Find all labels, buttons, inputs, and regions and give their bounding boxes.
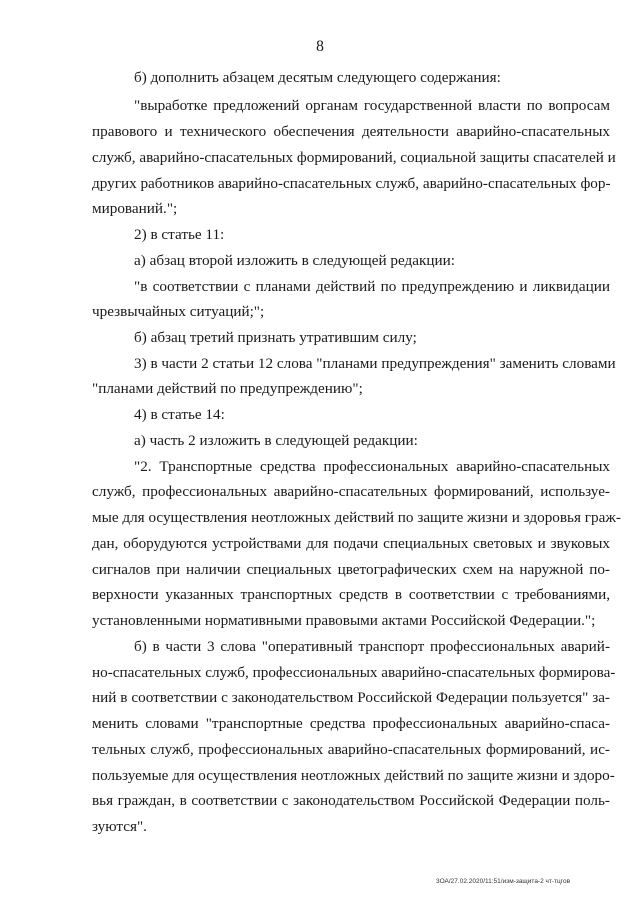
paragraph-line: но-спасательных служб, профессиональных аварийно-спасательных формирова- [92,664,616,681]
footer-stamp: 3ОА/27.02.2020/11:51/изм-защита-2 чт-тцгов [436,878,571,885]
paragraph-line: мые для осуществления неотложных действий по защите жизни и здоровья граж- [92,509,621,526]
paragraph-line: установленными нормативными правовыми актами Российской Федерации."; [92,612,596,629]
paragraph-line: верхности указанных транспортных средств в соответствии с требованиями, [92,586,610,603]
paragraph-line: "выработке предложений органам государственной власти по вопросам [134,97,610,114]
paragraph-line: менить словами "транспортные средства профессиональных аварийно-спаса- [92,715,610,732]
paragraph-line: б) абзац третий признать утратившим силу; [134,329,417,346]
paragraph-line: вья граждан, в соответствии с законодательством Российской Федерации поль- [92,792,610,809]
paragraph-line: тельных служб, профессиональных аварийно-спасательных формирований, ис- [92,741,610,758]
paragraph-line: 2) в статье 11: [134,226,225,243]
paragraph-line: чрезвычайных ситуаций;"; [92,303,265,320]
paragraph-line: пользуемые для осуществления неотложных действий по защите жизни и здоро- [92,767,615,784]
page-number: 8 [316,38,324,55]
paragraph-line: дан, оборудуются устройствами для подачи специальных световых и звуковых [92,535,610,552]
paragraph-line: б) в части 3 слова "оперативный транспорт профессиональных аварий- [134,638,610,655]
paragraph-line: а) абзац второй изложить в следующей редакции: [134,252,456,269]
paragraph-line: зуются". [92,818,147,835]
paragraph-line: б) дополнить абзацем десятым следующего содержания: [134,69,501,86]
paragraph-line: других работников аварийно-спасательных служб, аварийно-спасательных фор- [92,175,611,192]
paragraph-line: "планами действий по предупреждению"; [92,380,363,397]
paragraph-line: "в соответствии с планами действий по предупреждению и ликвидации [134,278,610,295]
paragraph-line: 4) в статье 14: [134,406,225,423]
paragraph-line: мирований."; [92,200,178,217]
paragraph-line: служб, аварийно-спасательных формирований, социальной защиты спасателей и [92,149,616,166]
paragraph-line: сигналов при наличии специальных цветографических схем на наружной по- [92,561,610,578]
paragraph-line: а) часть 2 изложить в следующей редакции: [134,432,418,449]
paragraph-line: правового и технического обеспечения деятельности аварийно-спасательных [92,123,610,140]
paragraph-line: 3) в части 2 статьи 12 слова "планами предупреждения" заменить словами [134,355,616,372]
paragraph-line: ний в соответствии с законодательством Российской Федерации пользуется" за- [92,689,610,706]
paragraph-line: "2. Транспортные средства профессиональных аварийно-спасательных [134,458,610,475]
paragraph-line: служб, профессиональных аварийно-спасательных формирований, используе- [92,483,610,500]
